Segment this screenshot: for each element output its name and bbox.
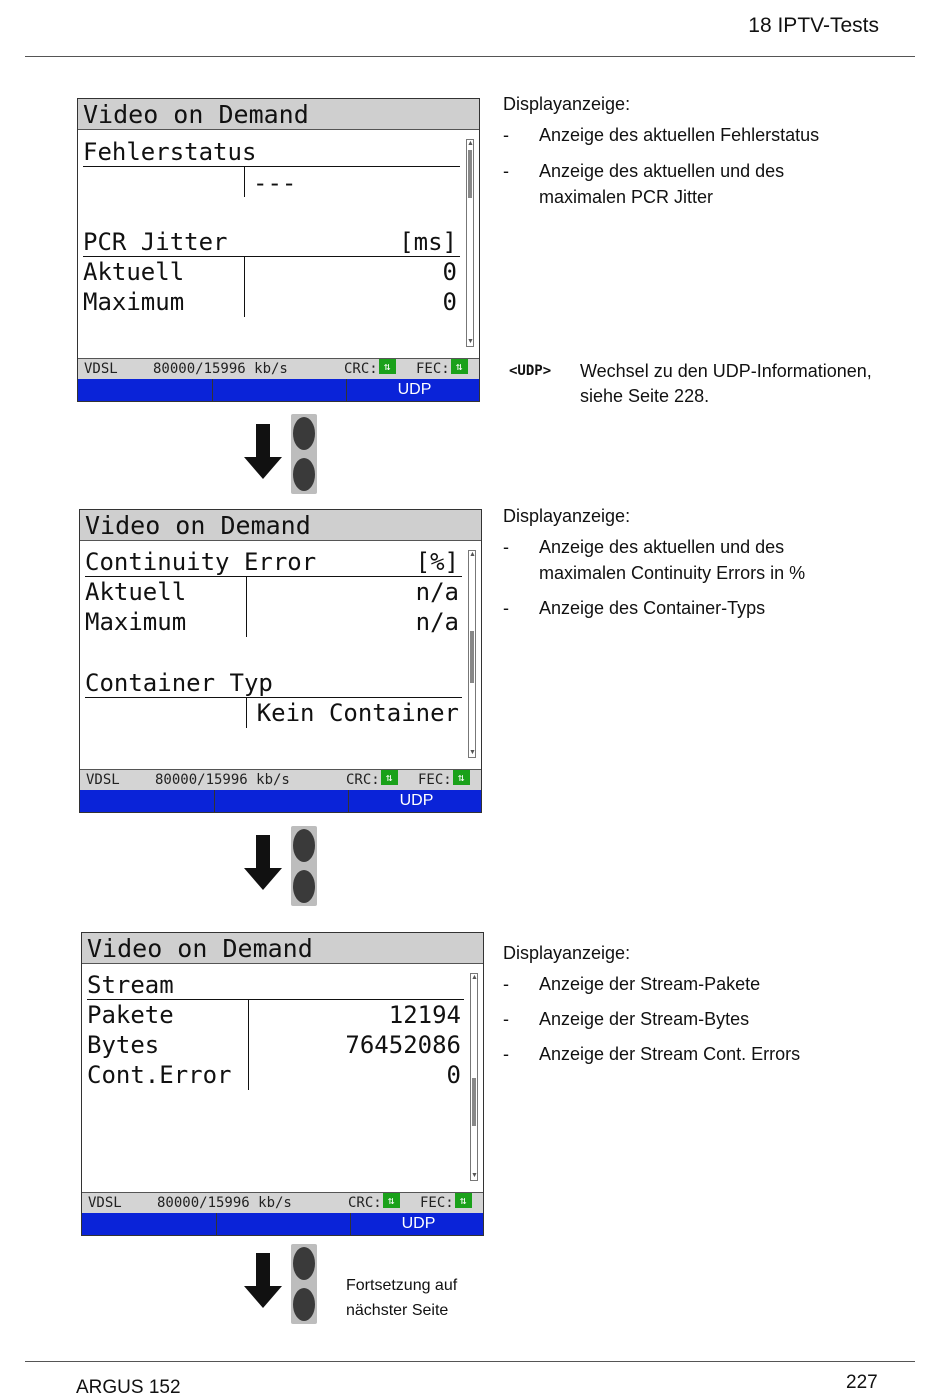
row-label-pakete: Pakete [87, 1001, 174, 1029]
scrollbar[interactable] [468, 550, 476, 758]
udp-softkey[interactable]: UDP [401, 1215, 436, 1232]
column-divider [246, 698, 247, 728]
fec-label: FEC: [416, 361, 450, 377]
continuation-line-2: nächster Seite [346, 1302, 449, 1319]
status-bar [82, 1192, 483, 1213]
status-bar [78, 358, 479, 379]
fehlerstatus-value: --- [253, 169, 297, 197]
udp-softkey[interactable]: UDP [397, 381, 432, 398]
line-rate: 80000/15996 kb/s [155, 772, 290, 788]
row-label-cont-error: Cont.Error [87, 1061, 232, 1089]
jitter-label: PCR Jitter [83, 228, 228, 256]
line-rate: 80000/15996 kb/s [157, 1195, 292, 1211]
chapter-title: 18 IPTV-Tests [748, 14, 879, 37]
device-screen-1 [77, 98, 480, 402]
row-label-aktuell: Aktuell [83, 258, 185, 286]
device-screen-3 [81, 932, 484, 1236]
jitter-unit: [ms] [399, 228, 457, 256]
bullet-dash: - [503, 974, 509, 994]
scroll-down-icon: ▼ [469, 749, 476, 756]
keypad-button [293, 1247, 315, 1280]
scroll-thumb[interactable] [470, 631, 474, 683]
crc-label: CRC: [344, 361, 378, 377]
updown-arrows-icon: ⇅ [381, 770, 398, 785]
fec-label: FEC: [420, 1195, 454, 1211]
arrow-down-icon [244, 1253, 282, 1308]
crc-indicator [344, 359, 391, 379]
row-value-aktuell: n/a [415, 578, 459, 606]
device-screen-2 [79, 509, 482, 813]
crc-label: CRC: [346, 772, 380, 788]
softkey-bar [80, 790, 481, 812]
softkey-divider [216, 1213, 217, 1235]
section-label-fehlerstatus: Fehlerstatus [83, 138, 257, 166]
footer-rule [25, 1361, 915, 1362]
updown-arrows-icon: ⇅ [451, 359, 468, 374]
udp-softkey[interactable]: UDP [399, 792, 434, 809]
softkey-bar [78, 379, 479, 401]
bullet-text: Anzeige der Stream-Pakete [539, 974, 761, 994]
column-divider [248, 1000, 249, 1090]
scrollbar[interactable] [470, 973, 478, 1181]
scroll-up-icon: ▲ [471, 974, 478, 981]
bullet-text: Anzeige des aktuellen und des maximalen Continuity Errors in % [539, 537, 806, 583]
screen-title: Video on Demand [78, 99, 479, 130]
description-heading: Displayanzeige: [503, 943, 631, 963]
fec-indicator [418, 770, 465, 790]
udp-key-description: Wechsel zu den UDP-Informationen, siehe Seite 228. [580, 361, 872, 406]
crc-indicator [348, 1193, 395, 1213]
row-label-aktuell: Aktuell [85, 578, 187, 606]
section-label-continuity: Continuity Error [85, 548, 317, 576]
updown-arrows-icon: ⇅ [379, 359, 396, 374]
arrow-down-icon [244, 424, 282, 479]
row-value-maximum: 0 [442, 288, 457, 316]
fec-indicator [420, 1193, 467, 1213]
scrollbar[interactable] [466, 139, 474, 347]
keypad-button [293, 1288, 315, 1321]
bullet-text: Anzeige des aktuellen Fehlerstatus [539, 125, 820, 145]
row-value-maximum: n/a [415, 608, 459, 636]
header-rule [25, 56, 915, 57]
scroll-down-icon: ▼ [467, 338, 474, 345]
row-label-maximum: Maximum [85, 608, 187, 636]
crc-label: CRC: [348, 1195, 382, 1211]
softkey-divider [350, 1213, 351, 1235]
bullet-dash: - [503, 537, 509, 557]
keypad-down-key-icon [291, 1244, 317, 1324]
softkey-bar [82, 1213, 483, 1235]
line-type: VDSL [86, 772, 120, 788]
continuation-line-1: Fortsetzung auf [346, 1277, 458, 1294]
keypad-button [293, 458, 315, 491]
container-type-value: Kein Container [256, 699, 459, 727]
softkey-divider [348, 790, 349, 812]
fec-indicator [416, 359, 463, 379]
bullet-dash: - [503, 598, 509, 618]
scroll-thumb[interactable] [472, 1078, 476, 1126]
page-number: 227 [846, 1372, 878, 1393]
crc-indicator [346, 770, 393, 790]
row-label-bytes: Bytes [87, 1031, 160, 1059]
bullet-dash: - [503, 1044, 509, 1064]
udp-key-tag: <UDP> [509, 363, 552, 379]
bullet-text: Anzeige der Stream-Bytes [539, 1009, 750, 1029]
section-underline [83, 166, 460, 167]
bullet-dash: - [503, 161, 509, 181]
bullet-text: Anzeige der Stream Cont. Errors [539, 1044, 801, 1064]
row-value-cont-error: 0 [446, 1061, 461, 1089]
row-value-bytes: 76452086 [345, 1031, 461, 1059]
row-label-maximum: Maximum [83, 288, 185, 316]
fec-label: FEC: [418, 772, 452, 788]
bullet-text: Anzeige des aktuellen und des maximalen PCR Jitter [539, 161, 785, 207]
updown-arrows-icon: ⇅ [453, 770, 470, 785]
section-label-container: Container Typ [85, 669, 273, 697]
keypad-button [293, 829, 315, 862]
row-value-pakete: 12194 [388, 1001, 461, 1029]
continuation-note [346, 1273, 457, 1323]
scroll-down-icon: ▼ [471, 1172, 478, 1179]
updown-arrows-icon: ⇅ [455, 1193, 472, 1208]
bullet-dash: - [503, 125, 509, 145]
scroll-up-icon: ▲ [467, 140, 474, 147]
line-type: VDSL [88, 1195, 122, 1211]
bullet-dash: - [503, 1009, 509, 1029]
description-heading: Displayanzeige: [503, 506, 631, 526]
status-bar [80, 769, 481, 790]
screen-title: Video on Demand [80, 510, 481, 541]
softkey-divider [346, 379, 347, 401]
keypad-down-key-icon [291, 826, 317, 906]
device-name: ARGUS 152 [76, 1377, 181, 1398]
updown-arrows-icon: ⇅ [383, 1193, 400, 1208]
keypad-button [293, 870, 315, 903]
line-type: VDSL [84, 361, 118, 377]
description-heading: Displayanzeige: [503, 94, 631, 114]
continuity-unit: [%] [415, 548, 459, 576]
column-divider [244, 167, 245, 197]
column-divider [244, 257, 245, 317]
arrow-down-icon [244, 835, 282, 890]
scroll-thumb[interactable] [468, 150, 472, 198]
softkey-divider [212, 379, 213, 401]
screen-title: Video on Demand [82, 933, 483, 964]
softkey-divider [214, 790, 215, 812]
section-label-stream: Stream [87, 971, 174, 999]
column-divider [246, 577, 247, 637]
bullet-text: Anzeige des Container-Typs [539, 598, 766, 618]
row-value-aktuell: 0 [442, 258, 457, 286]
line-rate: 80000/15996 kb/s [153, 361, 288, 377]
scroll-up-icon: ▲ [469, 551, 476, 558]
keypad-down-key-icon [291, 414, 317, 494]
keypad-button [293, 417, 315, 450]
